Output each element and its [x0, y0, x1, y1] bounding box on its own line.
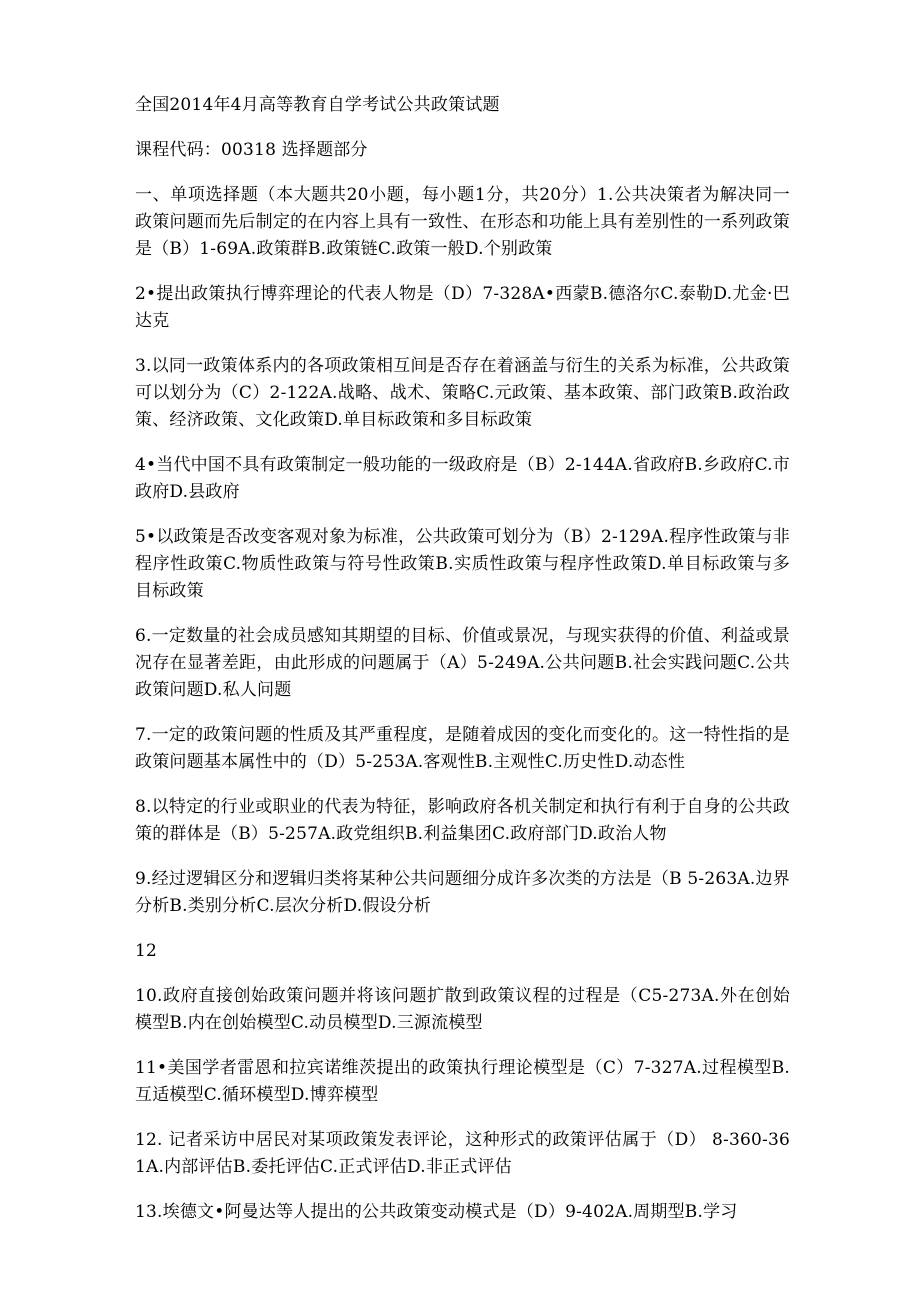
question-5: 5•以政策是否改变客观对象为标准，公共政策可划分为（B）2-129A.程序性政策与非程序性政策C.物质性政策与符号性政策B.实质性政策与程序性政策D.单目标政策与多目标政策	[135, 527, 790, 601]
document-title: 全国2014年4月高等教育自学考试公共政策试题	[135, 95, 500, 115]
question-8: 8.以特定的行业或职业的代表为特征，影响政府各机关制定和执行有利于自身的公共政策的群体是（B）5-257A.政党组织B.利益集团C.政府部门D.政治人物	[135, 797, 790, 844]
question-10: 10.政府直接创始政策问题并将该问题扩散到政策议程的过程是（C5-273A.外在创始模型B.内在创始模型C.动员模型D.三源流模型	[135, 986, 790, 1033]
question-2: 2•提出政策执行博弈理论的代表人物是（D）7-328A•西蒙B.德洛尔C.泰勒D.尤金·巴达克	[135, 284, 790, 331]
document-page	[135, 92, 790, 1244]
question-9: 9.经过逻辑区分和逻辑归类将某种公共问题细分成许多次类的方法是（B 5-263A.边界分析B.类别分析C.层次分析D.假设分析	[135, 869, 790, 916]
question-4: 4•当代中国不具有政策制定一般功能的一级政府是（B）2-144A.省政府B.乡政府C.市政府D.县政府	[135, 455, 790, 502]
question-3: 3.以同一政策体系内的各项政策相互间是否存在着涵盖与衍生的关系为标准，公共政策可以划分为（C）2-122A.战略、战术、策略C.元政策、基本政策、部门政策B.政治政策、经济政策、文化政策D.单目标政策和多目标政策	[135, 356, 790, 430]
question-6: 6.一定数量的社会成员感知其期望的目标、价值或景况，与现实获得的价值、利益或景况存在显著差距，由此形成的问题属于（A）5-249A.公共问题B.社会实践问题C.公共政策问题D.私人问题	[135, 626, 790, 700]
question-13: 13.埃德文•阿曼达等人提出的公共政策变动模式是（D）9-402A.周期型B.学习	[135, 1202, 738, 1222]
question-11: 11•美国学者雷恩和拉宾诺维茨提出的政策执行理论模型是（C）7-327A.过程模型B.互适模型C.循环模型D.博弈模型	[135, 1058, 790, 1105]
question-12: 12. 记者采访中居民对某项政策发表评论，这种形式的政策评估属于（D） 8-360-361A.内部评估B.委托评估C.正式评估D.非正式评估	[135, 1130, 790, 1177]
question-7: 7.一定的政策问题的性质及其严重程度，是随着成因的变化而变化的。这一特性指的是政策问题基本属性中的（D）5-253A.客观性B.主观性C.历史性D.动态性	[135, 725, 790, 772]
question-1: 一、单项选择题（本大题共20小题，每小题1分，共20分）1.公共决策者为解决同一政策问题而先后制定的在内容上具有一致性、在形态和功能上具有差别性的一系列政策是（B）1-69A.政策群B.政策链C.政策一般D.个别政策	[135, 185, 790, 259]
page-number: 12	[135, 941, 158, 961]
course-code-line: 课程代码：00318 选择题部分	[135, 140, 368, 160]
